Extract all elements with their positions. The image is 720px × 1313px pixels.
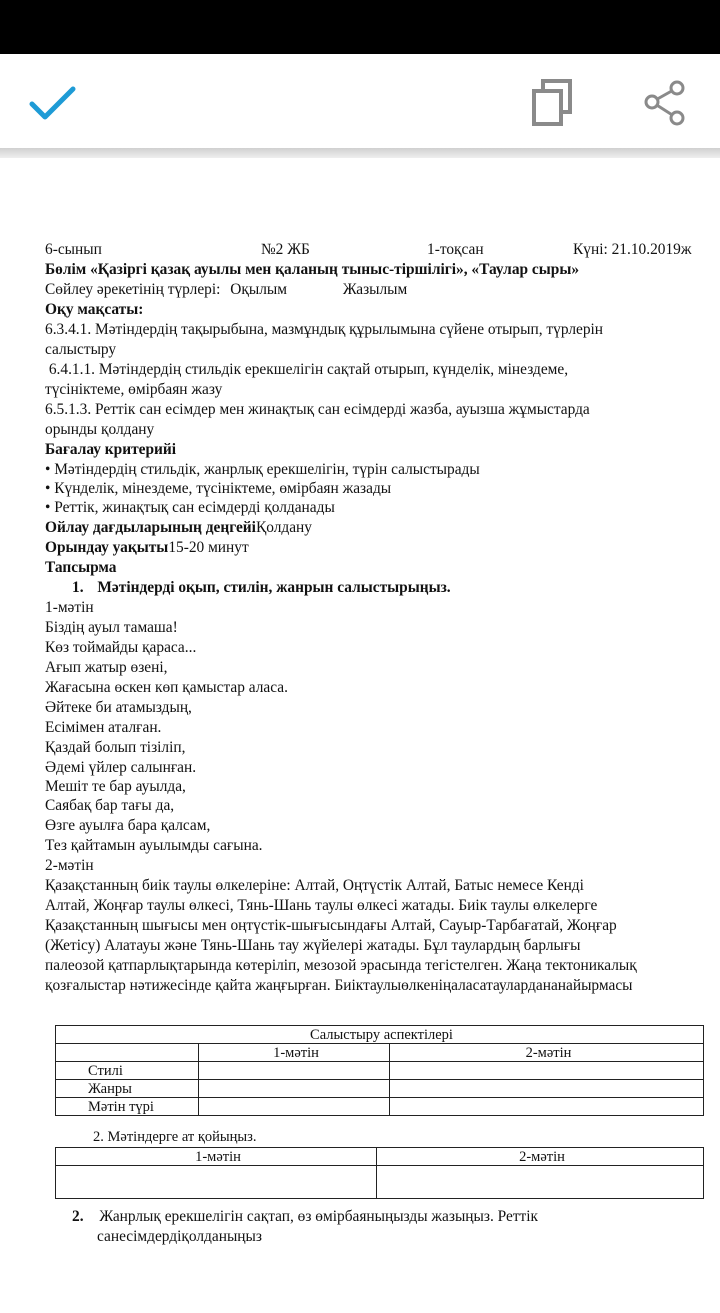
poem-line: Әйтеке би атамыздың, (45, 699, 192, 716)
status-bar (0, 0, 720, 54)
class-label: 6-сынып (45, 241, 102, 258)
answer-cell[interactable] (199, 1080, 390, 1098)
toolbar-shadow (0, 148, 720, 158)
answer-cell[interactable] (390, 1080, 704, 1098)
goal-line: 6.3.4.1. Мәтіндердің тақырыбына, мазмұндық құрылымына сүйене отырып, түрлерін (45, 321, 604, 338)
goal-line: орынды қолдану (45, 421, 155, 438)
section-title: Бөлім «Қазіргі қазақ ауылы мен қаланың тыныс-тіршілігі», «Таулар сыры» (45, 261, 580, 278)
speech-reading: Оқылым (230, 281, 287, 298)
share-icon[interactable] (640, 78, 690, 130)
speech-writing: Жазылым (342, 281, 408, 298)
thinking-value: Қолдану (255, 519, 312, 536)
thinking-label: Ойлау дағдыларының деңгейі (45, 519, 256, 536)
prose-line: Алтай, Жоңғар таулы өлкесі, Тянь-Шань таулы өлкесі жатады. Биік таулы өлкелерге (45, 897, 598, 914)
time-label: Орындау уақыты (45, 539, 169, 556)
task-1-text: Мәтіндерді оқып, стилін, жанрын салыстырыңыз. (97, 579, 451, 596)
poem-line: Саябақ бар тағы да, (45, 797, 175, 814)
table-header-text1: 1-мәтін (199, 1044, 390, 1062)
titles-table (55, 1147, 704, 1199)
table-cell (56, 1044, 199, 1062)
poem-line: Мешіт те бар ауылда, (45, 778, 186, 795)
toolbar (0, 54, 720, 149)
poem-line: Тез қайтамын ауылымды сағына. (45, 837, 263, 854)
prose-line: Қазақстанның шығысы мен оңтүстік-шығысындағы Алтай, Сауыр-Тарбағатай, Жоңғар (45, 917, 617, 934)
quarter-label: 1-тоқсан (427, 241, 484, 258)
task-3-continued: санесімдердіқолданыңыз (97, 1228, 262, 1245)
text-1-title: 1-мәтін (45, 599, 94, 616)
task-3 (72, 1207, 538, 1227)
answer-cell[interactable] (390, 1098, 704, 1116)
goal-line: 6.5.1.3. Реттік сан есімдер мен жинақтық сан есімдерді жазба, ауызша жұмыстарда (45, 401, 590, 418)
criteria-item: • Мәтіндердің стильдік, жанрлық ерекшелігін, түрін салыстырады (45, 461, 480, 478)
comparison-table-title: Салыстыру аспектілері (56, 1026, 704, 1044)
prose-line: қозғалыстар нәтижесінде қайта жаңғырған. Биіктаулыөлкеніңаласатаулардананайырмасы (45, 977, 633, 994)
poem-line: Қаздай болып тізіліп, (45, 739, 186, 756)
poem-line: Көз тоймайды қараса... (45, 639, 197, 656)
table-header-text2: 2-мәтін (377, 1148, 704, 1166)
goals-title: Оқу мақсаты: (45, 301, 144, 318)
poem-line: Есімімен аталған. (45, 719, 162, 736)
speech-activities (45, 280, 407, 300)
copy-icon[interactable] (530, 78, 576, 128)
time-row (45, 538, 249, 558)
row-label: Стилі (56, 1062, 199, 1080)
prose-line: Қазақстанның биік таулы өлкелеріне: Алтай, Оңтүстік Алтай, Батыс немесе Кенді (45, 877, 584, 894)
task-title: Тапсырма (45, 559, 117, 576)
criteria-item: • Реттік, жинақтық сан есімдерді қолданады (45, 499, 335, 516)
goal-line: салыстыру (45, 341, 117, 358)
task-3-number: 2. (72, 1208, 84, 1225)
header-row (45, 240, 715, 260)
prose-line: палеозой қатпарлықтарында көтеріліп, мезозой эрасында тегістелген. Жаңа тектоникалық (45, 957, 637, 974)
task-1-number: 1. (72, 579, 84, 596)
task-1 (72, 578, 451, 598)
goal-line: түсініктеме, өмірбаян жазу (45, 381, 223, 398)
thinking-level (45, 518, 312, 538)
answer-cell[interactable] (199, 1062, 390, 1080)
table-header-text1: 1-мәтін (56, 1148, 377, 1166)
work-label: №2 ЖБ (261, 241, 310, 258)
task-2: 2. Мәтіндерге ат қойыңыз. (93, 1129, 257, 1145)
poem-line: Ағып жатыр өзені, (45, 659, 168, 676)
table-row (56, 1098, 704, 1116)
table-row (56, 1062, 704, 1080)
check-icon[interactable] (28, 84, 78, 124)
answer-cell[interactable] (390, 1062, 704, 1080)
criteria-item: • Күнделік, мінездеме, түсініктеме, өмірбаян жазады (45, 480, 392, 497)
poem-line: Әдемі үйлер салынған. (45, 759, 197, 776)
time-value: 15-20 минут (168, 539, 249, 556)
table-row (56, 1080, 704, 1098)
answer-cell[interactable] (377, 1166, 704, 1199)
comparison-table (55, 1025, 704, 1116)
table-header-text2: 2-мәтін (390, 1044, 704, 1062)
date-label: Күні: 21.10.2019ж (573, 241, 692, 258)
answer-cell[interactable] (56, 1166, 377, 1199)
document-page (0, 158, 720, 1313)
task-3-text: Жанрлық ерекшелігін сақтап, өз өмірбаяныңызды жазыңыз. Реттік (99, 1208, 539, 1225)
row-label: Мәтін түрі (56, 1098, 199, 1116)
row-label: Жанры (56, 1080, 199, 1098)
goal-line: 6.4.1.1. Мәтіндердің стильдік ерекшелігін сақтай отырып, күнделік, мінездеме, (45, 361, 569, 378)
criteria-title: Бағалау критерийі (45, 441, 177, 458)
answer-cell[interactable] (199, 1098, 390, 1116)
poem-line: Өзге ауылға бара қалсам, (45, 817, 211, 834)
prose-line: (Жетісу) Алатауы және Тянь-Шань тау жүйелері жатады. Бұл таулардың барлығы (45, 937, 581, 954)
speech-label: Сөйлеу әрекетінің түрлері: (45, 281, 221, 298)
text-2-title: 2-мәтін (45, 857, 94, 874)
poem-line: Біздің ауыл тамаша! (45, 619, 178, 636)
poem-line: Жағасына өскен көп қамыстар аласа. (45, 679, 288, 696)
